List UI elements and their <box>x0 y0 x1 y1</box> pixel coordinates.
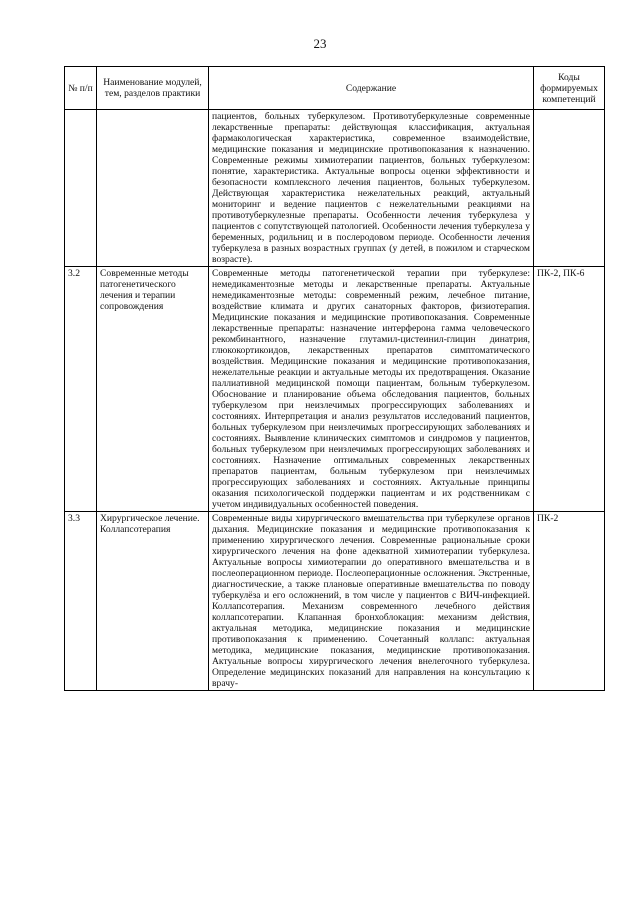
row-content: Современные виды хирургического вмешательства при туберкулезе органов дыхания. Медицинские показания и медицинские противопоказания к применению хирургического лечения. Современные рациональные сроки хирургического лечения на фоне адекватной химиотерапии туберкулеза. Актуальные вопросы химиотерапии до оперативного вмешательства и в послеоперационном периоде. Послеоперационные осложнения. Экстренные, диагностические, а также плановые оперативные вмешательства по поводу туберкулёза и его осложнений, в том числе у пациентов с ВИЧ-инфекцией. Коллапсотерапия. Механизм современного лечебного действия коллапсотерапии. Клапанная бронхоблокация: механизм действия, актуальная методика, медицинские показания и медицинские противопоказания к применению. Сочетанный коллапс: актуальная методика, медицинские показания, медицинские противопоказания. Актуальные вопросы хирургического лечения внелегочного туберкулеза. Определение медицинских показаний для направления на консультацию к врачу- <box>209 512 534 691</box>
row-name: Хирургическое лечение. Коллапсотерапия <box>97 512 209 691</box>
row-number <box>65 110 97 267</box>
table-row <box>65 512 605 691</box>
row-number: 3.2 <box>65 267 97 512</box>
row-codes: ПК-2, ПК-6 <box>534 267 605 512</box>
table-header-row <box>65 67 605 110</box>
table-row <box>65 110 605 267</box>
header-codes: Коды формируемых компетенций <box>534 67 605 110</box>
row-name: Современные методы патогенетического лечения и терапии сопровождения <box>97 267 209 512</box>
row-content: пациентов, больных туберкулезом. Противотуберкулезные современные лекарственные препараты: действующая классификация, актуальная фармакологическая характеристика, современное взаимодействие, медицинские показания и медицинские противопоказания к назначению. Современные режимы химиотерапии пациентов, больных туберкулезом: понятие, характеристика. Актуальные вопросы оценки эффективности и безопасности комплексного лечения пациентов, больных туберкулезом. Действующая характеристика нежелательных реакций, актуальный мониторинг и ведение пациентов с нежелательными реакциями на противотуберкулезные препараты. Особенности лечения туберкулеза у пациентов с сопутствующей патологией. Особенности лечения туберкулеза у беременных, родильниц и в послеродовом периоде. Особенности лечения туберкулеза в разных возрастных группах (у детей, в пожилом и старческом возрасте). <box>209 110 534 267</box>
header-name: Наименование модулей, тем, разделов практики <box>97 67 209 110</box>
header-number: № п/п <box>65 67 97 110</box>
page-number: 23 <box>313 36 327 51</box>
row-codes: ПК-2 <box>534 512 605 691</box>
table-row <box>65 267 605 512</box>
row-name <box>97 110 209 267</box>
header-content: Содержание <box>209 67 534 110</box>
row-content: Современные методы патогенетической терапии при туберкулезе: немедикаментозные методы и лекарственные препараты. Актуальные немедикаментозные методы: современный режим, лечебное питание, воздействие климата и других санаторных факторов, физиотерапия. Медицинские показания и медицинские противопоказания. Современные лекарственные препараты: назначение интерферона гамма человеческого рекомбинантного, назначение глутамил-цистеинил-глицин динатрия, глюкокортикоидов, лекарственных препаратов симптоматического воздействия. Медицинские показания и медицинские противопоказания, нежелательные реакции и актуальные методы их предотвращения. Оказание паллиативной медицинской помощи пациентам, больным туберкулезом. Обоснование и планирование объема обследования пациентов, больных туберкулезом при неизлечимых прогрессирующих заболеваниях и состояниях. Интерпретация и анализ результатов исследований пациентов, больных туберкулезом при неизлечимых прогрессирующих заболеваниях и состояниях. Выявление клинических симптомов и синдромов у пациентов, больных туберкулезом при неизлечимых прогрессирующих заболеваниях и состояниях. Назначение оптимальных современных лекарственных препаратов пациентам, больным туберкулезом при неизлечимых прогрессирующих заболеваниях и состояниях. Актуальные принципы оказания психологической поддержки пациентам и их родственникам с учетом индивидуальных особенностей поведения. <box>209 267 534 512</box>
curriculum-table <box>64 66 605 691</box>
row-codes <box>534 110 605 267</box>
row-number: 3.3 <box>65 512 97 691</box>
